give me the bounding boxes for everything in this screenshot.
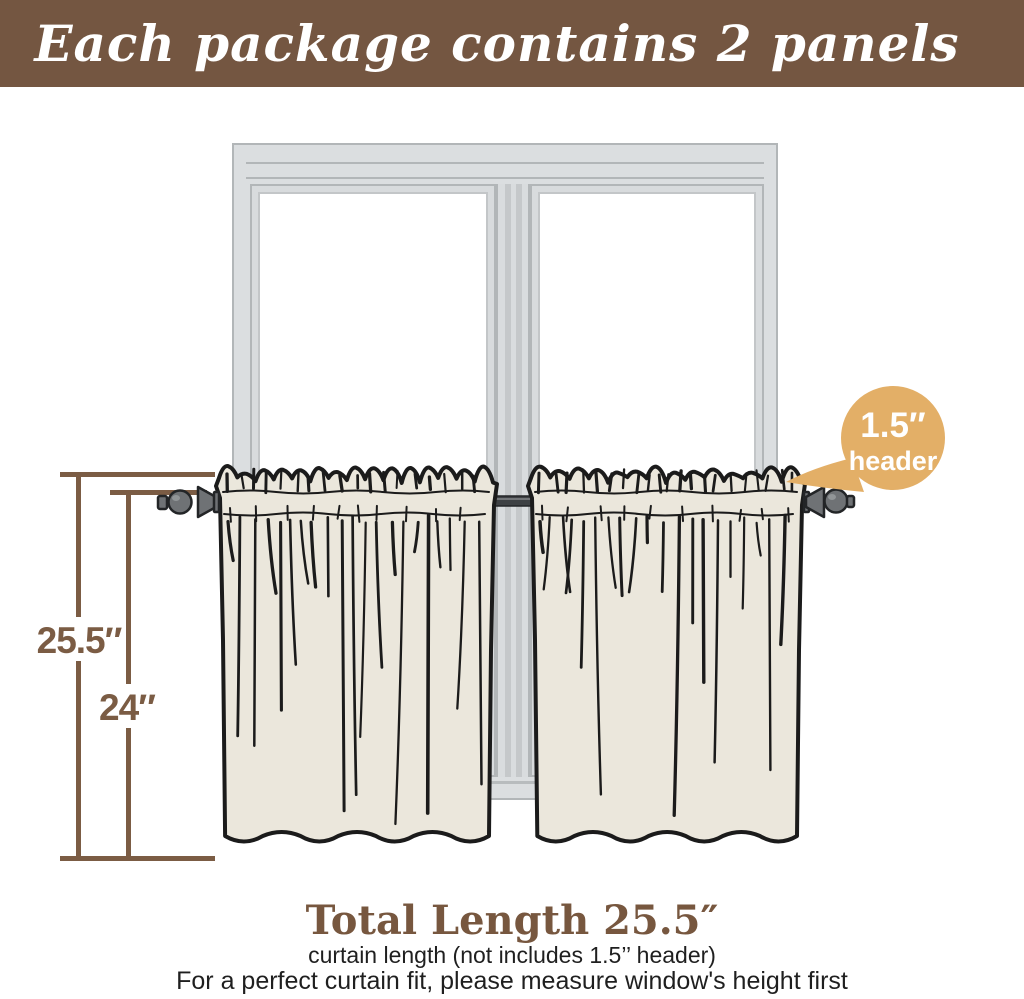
curtain-stroke — [596, 470, 598, 491]
banner-text: Each package contains 2 panels — [34, 14, 960, 73]
header-callout — [786, 386, 945, 492]
curtain-stroke — [788, 508, 789, 521]
curtain-stroke — [769, 519, 770, 770]
curtain-stroke — [406, 507, 407, 521]
curtain-stroke — [528, 467, 805, 842]
curtain-stroke — [690, 473, 691, 489]
curtain-stroke — [281, 522, 282, 710]
footer-note-1: curtain length (not includes 1.5’’ header) — [308, 942, 716, 968]
curtain-stroke — [313, 506, 314, 520]
curtain-stroke — [473, 476, 475, 492]
curtain-stroke — [623, 469, 624, 488]
curtain-stroke — [659, 475, 661, 492]
curtain-stroke — [762, 509, 763, 519]
curtain-stroke — [230, 508, 231, 522]
curtain-stroke — [328, 517, 329, 596]
finial-left — [158, 487, 219, 517]
curtain-stroke — [428, 516, 429, 814]
curtain-stroke — [342, 521, 344, 811]
curtain-stroke — [254, 519, 255, 745]
curtain-stroke — [662, 523, 663, 592]
curtain-stroke — [705, 477, 706, 492]
curtain-stroke — [450, 519, 451, 571]
curtain-stroke — [556, 474, 558, 492]
curtain-stroke — [384, 472, 386, 491]
curtain-stroke — [566, 473, 567, 492]
curtain-stroke — [583, 472, 584, 493]
total-length-measurement: 25.5″ — [36, 620, 122, 661]
curtain-stroke — [601, 506, 602, 520]
curtain-stroke — [340, 476, 342, 491]
curtain-stroke — [703, 520, 704, 683]
callout-value: 1.5″ — [860, 406, 926, 445]
footer-note-2: For a perfect curtain fit, please measure window's height first — [176, 967, 848, 995]
curtain-stroke — [415, 474, 417, 488]
curtain-stroke — [397, 471, 398, 488]
curtain-stroke — [460, 508, 461, 520]
curtain-stroke — [648, 475, 650, 491]
curtain-stroke — [538, 473, 539, 493]
curtain-stroke — [308, 476, 309, 490]
curtain-stroke — [429, 477, 430, 489]
curtain-stroke — [712, 506, 713, 522]
curtain-stroke — [542, 506, 543, 520]
finial-right — [804, 487, 854, 517]
curtain-stroke — [731, 474, 732, 491]
curtain-panel-right — [528, 467, 805, 842]
curtain-stroke — [298, 471, 299, 492]
curtain-stroke — [682, 507, 683, 522]
curtain-length-measurement: 24″ — [99, 687, 155, 728]
total-length-title: Total Length 25.5″ — [305, 897, 719, 944]
curtain-stroke — [281, 472, 282, 489]
curtain-stroke — [680, 471, 681, 491]
callout-label: header — [848, 446, 938, 476]
curtain-stroke — [370, 473, 371, 491]
curtain-stroke — [444, 474, 446, 492]
curtain-stroke — [745, 477, 746, 492]
curtain-panel-left — [216, 466, 497, 841]
